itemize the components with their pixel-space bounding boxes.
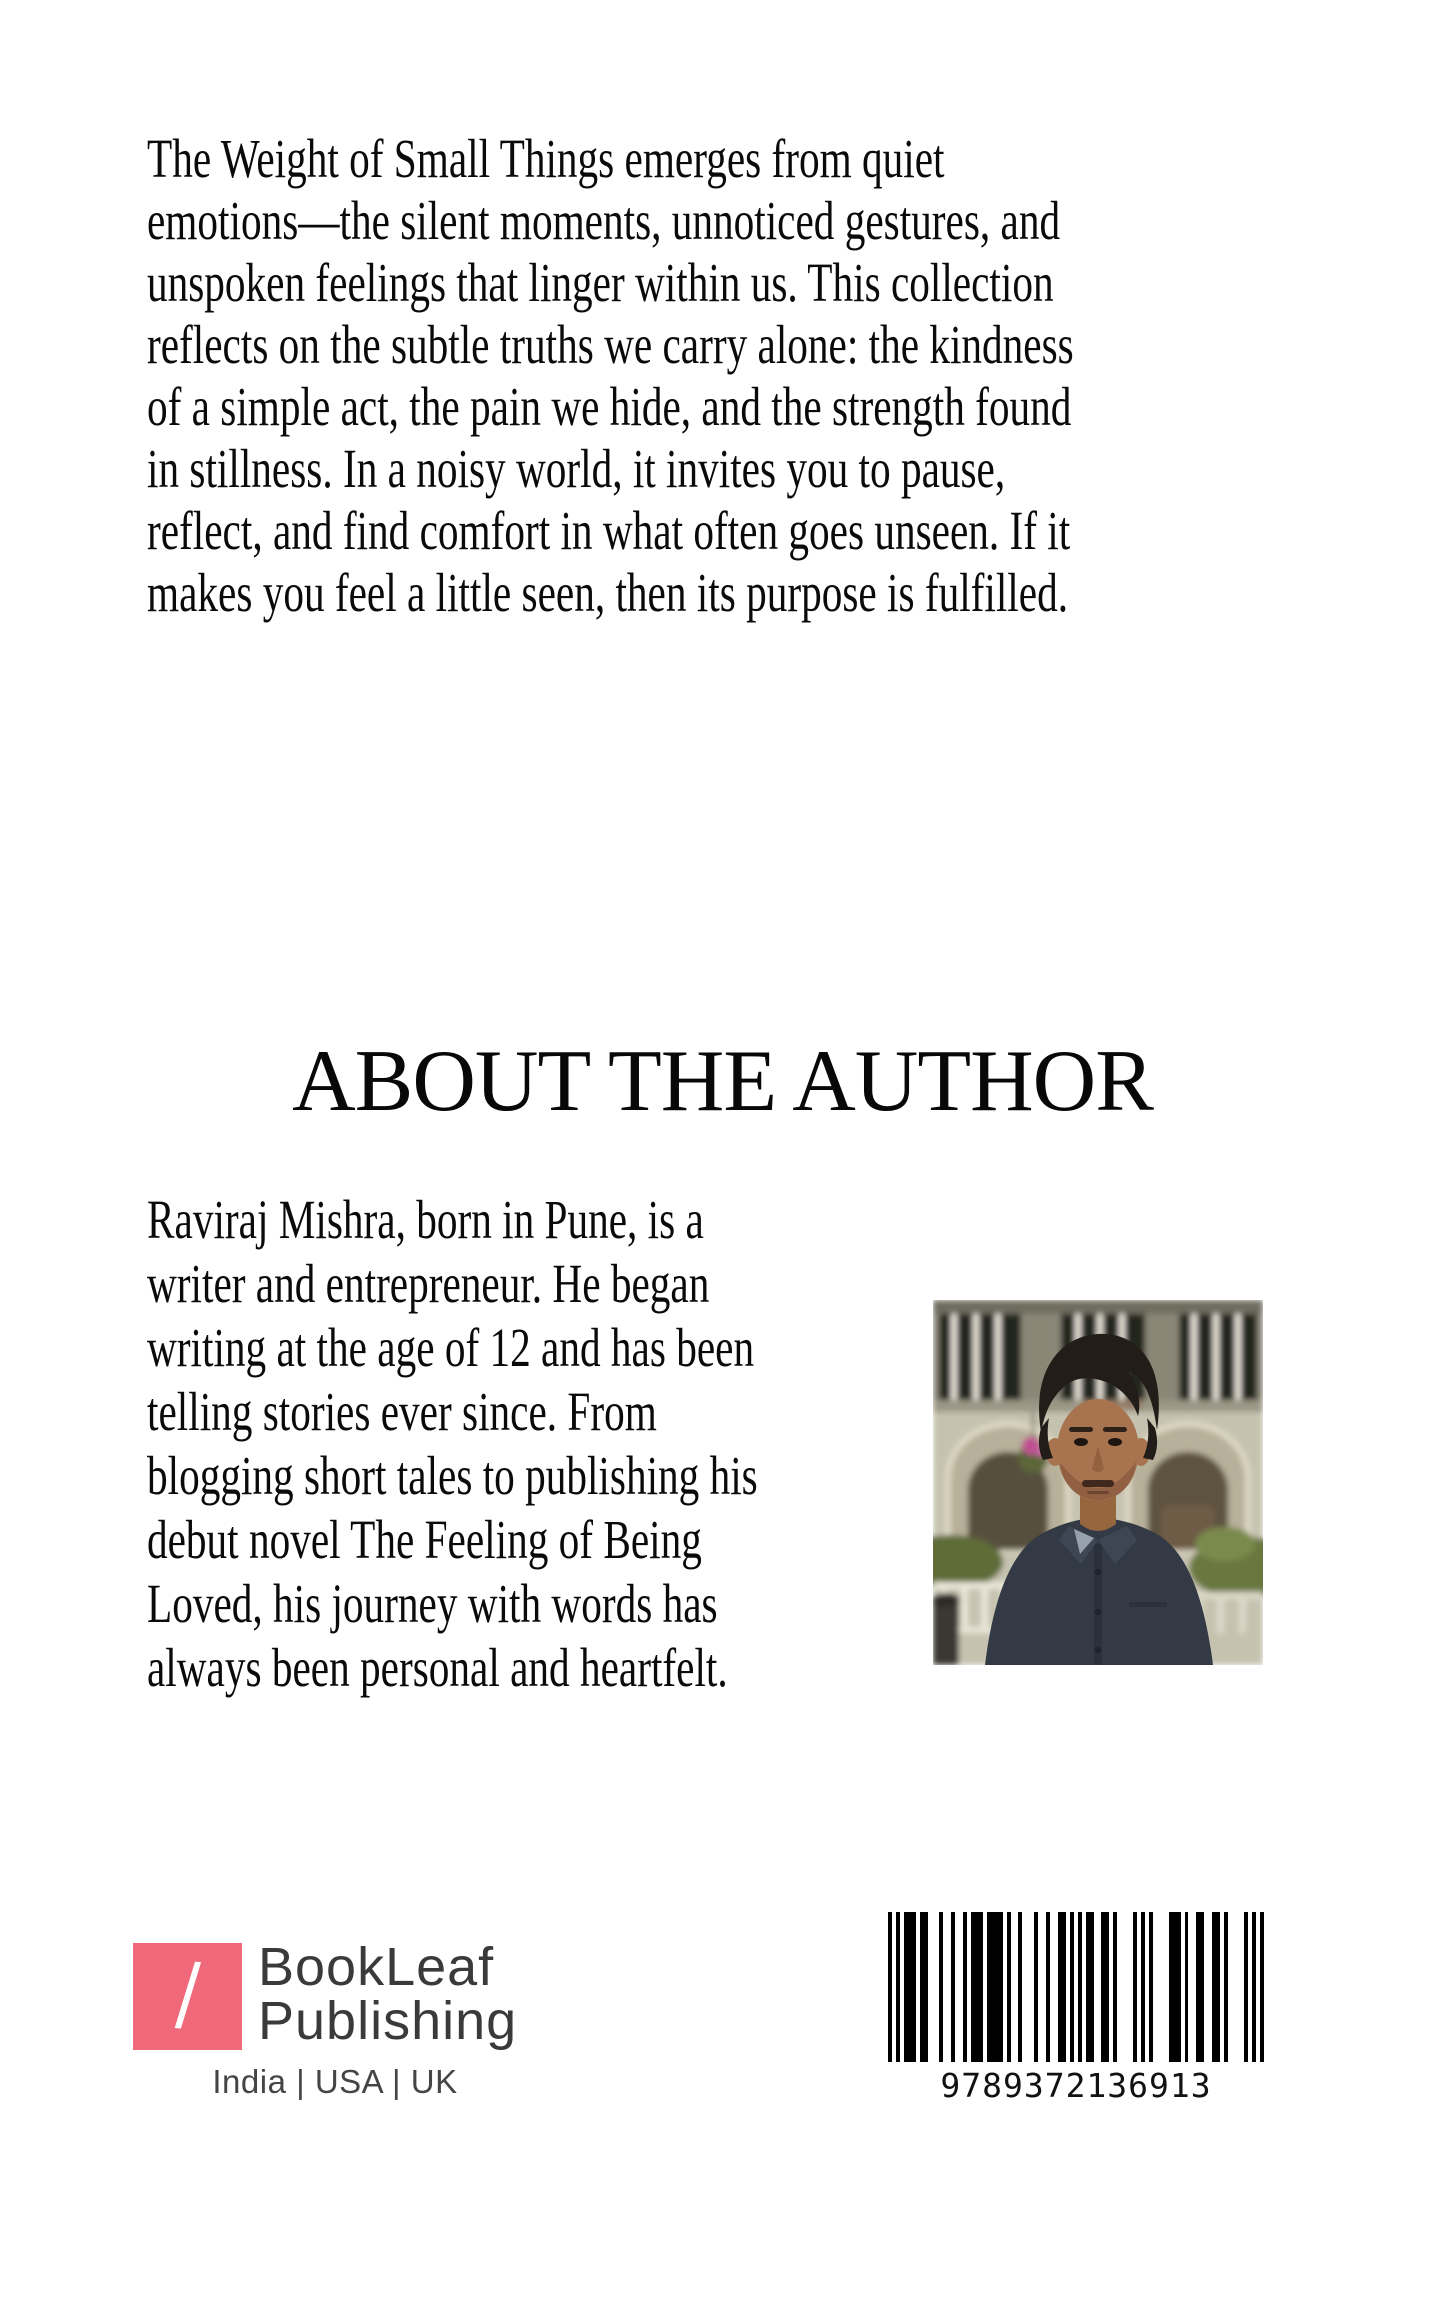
publisher-regions: India | USA | UK — [212, 2063, 458, 2100]
author-bio: Raviraj Mishra, born in Pune, is a writer and entrepreneur. He began writing at the age of 12 and has been telling stories ever since. From blogging short tales to publishing his debut novel The Feeling of Being Loved, his journey with words has always been personal and heartfelt. — [147, 1189, 758, 1698]
publisher-name-line2: Publishing — [258, 1991, 518, 2051]
about-the-author-heading: ABOUT THE AUTHOR — [292, 1033, 1153, 1130]
logo-slash-glyph: / — [173, 1944, 202, 2049]
isbn-number: 9789372136913 — [940, 2066, 1212, 2105]
author-photo — [933, 1300, 1263, 1665]
book-blurb: The Weight of Small Things emerges from quiet emotions—the silent moments, unnoticed gestures, and unspoken feelings that linger within us. This collection reflects on the subtle truths we carry alone: the kindness of a simple act, the pain we hide, and the strength found in stillness. In a noisy world, it invites you to pause, reflect, and find comfort in what often goes unseen. If it makes you feel a little seen, then its purpose is fulfilled. — [147, 128, 1074, 623]
barcode — [888, 1912, 1264, 2062]
publisher-name-line1: BookLeaf — [258, 1937, 495, 1997]
bookleaf-logo-icon — [133, 1943, 242, 2050]
publisher-name — [258, 1937, 518, 2051]
